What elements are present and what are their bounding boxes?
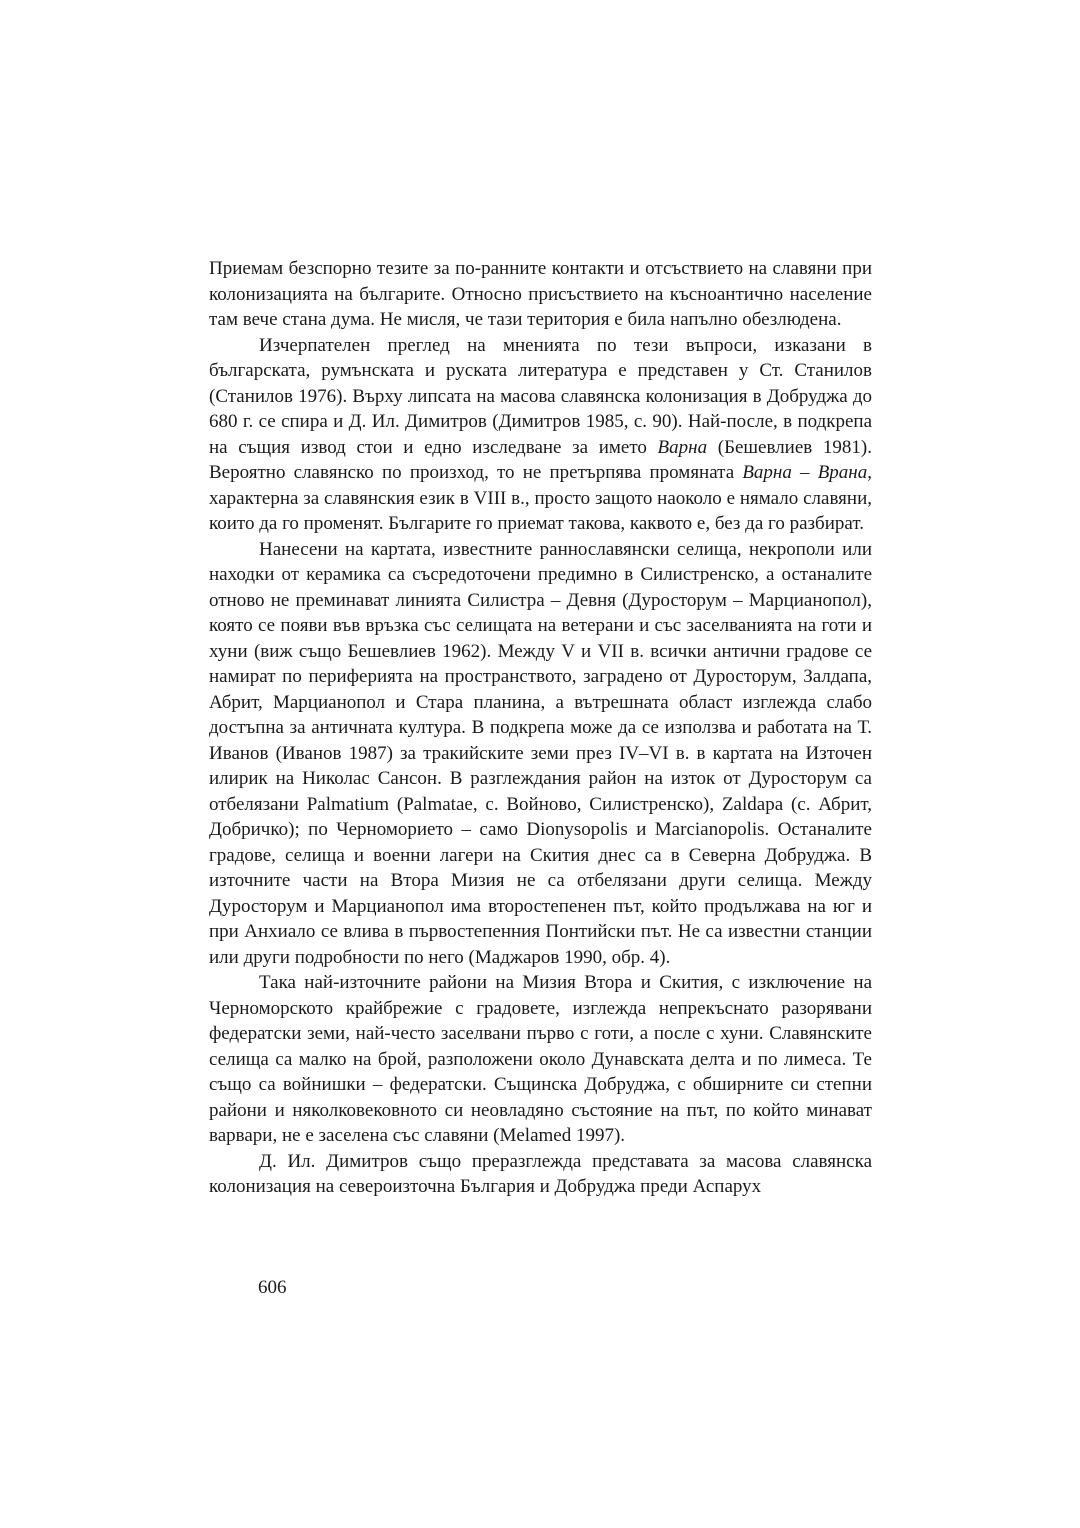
paragraph-4-text: Така най-източните райони на Мизия Втора и Скития, с изключение на Черноморското крайбрежие с градовете, изглежда непрекъснато разорявани федератски земи, най-често заселвани първо с готи, а после с хуни. Славянските селища са малко на брой, разположени около Дунавската делта и по лимеса. Те също са войнишки – федератски. Същинска Добруджа, с обширните си степни райони и няколковековното си неовладяно състояние на път, по който минават варвари, не е заселена със славяни (Melamed 1997).: [209, 972, 872, 1146]
paragraph-4: [209, 970, 872, 1149]
paragraph-2-text-c: , характерна за славянския език в VIII в., просто защото наоколо е нямало славяни, които да го променят. Българите го приемат такова, каквото е, без да го разбират.: [209, 462, 872, 534]
paragraph-1-text: Приемам безспорно тезите за по-ранните контакти и отсъствието на славяни при колонизацията на българите. Относно присъствието на късноантично население там вече стана дума. Не мисля, че тази територия е била напълно обезлюдена.: [209, 258, 872, 330]
page-number: 606: [258, 1277, 287, 1298]
paragraph-5: [209, 1149, 872, 1200]
paragraph-1: [209, 256, 872, 333]
body-text: [209, 256, 872, 1200]
italic-term-varna: Варна: [657, 436, 708, 458]
paragraph-5-text: Д. Ил. Димитров също преразглежда представата за масова славянска колонизация на североизточна България и Добруджа преди Аспарух: [209, 1150, 872, 1197]
paragraph-2-text-b: (Бешевлиев 1981). Вероятно славянско по произход, то не претърпява промяната: [209, 436, 872, 483]
paragraph-3: [209, 537, 872, 971]
paragraph-3-text: Нанесени на картата, известните раннославянски селища, некрополи или находки от керамика са съсредоточени предимно в Силистренско, а останалите отново не преминават линията Силистра – Девня (Дуросторум – Марцианопол), която се появи във връзка със селищата на ветерани и със заселванията на готи и хуни (виж също Бешевлиев 1962). Между V и VII в. всички антични градове се намират по периферията на пространството, заградено от Дуросторум, Залдапа, Абрит, Марцианопол и Стара планина, а вътрешната област изглежда слабо достъпна за античната култура. В подкрепа може да се използва и работата на Т. Иванов (Иванов 1987) за тракийските земи през IV–VI в. в картата на Източен илирик на Николас Сансон. В разглеждания район на изток от Дуросторум са отбелязани Palmatium (Palmatae, с. Войново, Силистренско), Zaldapa (с. Абрит, Добричко); по Черноморието – само Dionysopolis и Marcianopolis. Останалите градове, селища и военни лагери на Скития днес са в Северна Добруджа. В източните части на Втора Мизия не са отбелязани други селища. Между Дуросторум и Марцианопол има второстепенен път, който продължава на юг и при Анхиало се влива в първостепенния Понтийски път. Не са известни станции или други подробности по него (Маджаров 1990, обр. 4).: [209, 538, 872, 968]
italic-term-varna-vrana: Варна – Врана: [742, 462, 868, 483]
paragraph-2: [209, 333, 872, 537]
paragraph-2-text-a: Изчерпателен преглед на мненията по тези въпроси, изказани в българската, румънската и руската литература е представен у Ст. Станилов (Станилов 1976). Върху липсата на масова славянска колонизация в Добруджа до 680 г. се спира и Д. Ил. Димитров (Димитров 1985, с. 90). Най-после, в подкрепа на същия извод стои и едно изследване за името: [209, 334, 872, 458]
